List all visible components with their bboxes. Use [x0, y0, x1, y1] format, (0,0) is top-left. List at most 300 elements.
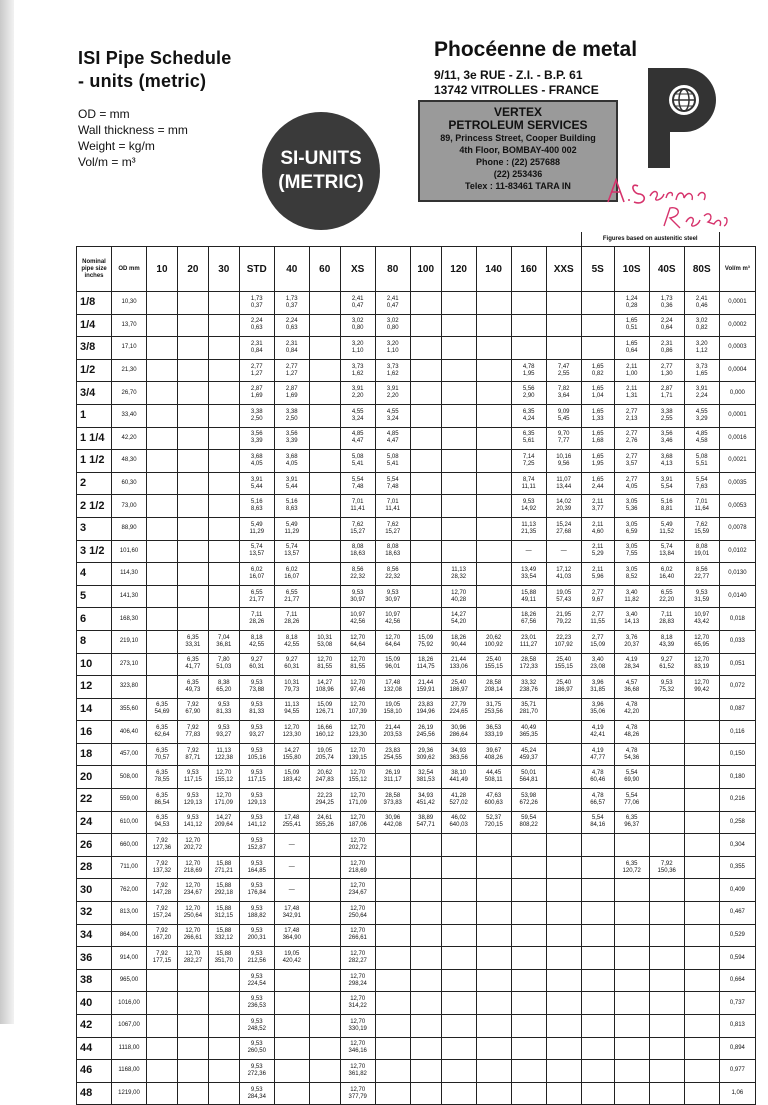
- cell-value: 0,64: [660, 325, 673, 332]
- cell-value: 137,32: [152, 867, 172, 874]
- od-cell: 406,40: [112, 721, 147, 744]
- schedule-cell: [208, 969, 239, 992]
- cell-value: 3,20: [351, 340, 364, 347]
- table-row: [77, 969, 756, 992]
- schedule-cell: [274, 947, 309, 970]
- schedule-cell: [441, 879, 476, 902]
- schedule-cell: [274, 902, 309, 925]
- cell-value: 3,56: [250, 431, 263, 438]
- cell-value: 24,61: [317, 815, 333, 822]
- cell-value: 4,24: [522, 415, 535, 422]
- cell-value: 60,31: [284, 664, 300, 671]
- schedule-cell: [147, 721, 178, 744]
- volume-cell: 0,018: [719, 608, 755, 631]
- cell-value: 132,08: [383, 686, 402, 693]
- schedule-cell: [309, 359, 340, 382]
- schedule-cell: [309, 382, 340, 405]
- cell-value: 281,70: [519, 709, 538, 716]
- schedule-cell: [239, 698, 274, 721]
- od-cell: 1067,00: [112, 1015, 147, 1038]
- cell-value: 6,35: [156, 770, 168, 777]
- schedule-cell: [684, 676, 719, 699]
- schedule-cell: [581, 404, 614, 427]
- schedule-cell: [684, 947, 719, 970]
- cell-value: 224,65: [449, 709, 468, 716]
- schedule-cell: [177, 1060, 208, 1083]
- cell-value: 94,53: [154, 822, 170, 829]
- schedule-cell: [581, 314, 614, 337]
- column-header: XXS: [546, 247, 581, 292]
- cell-value: 14,02: [556, 499, 572, 506]
- cell-value: 4,58: [695, 438, 708, 445]
- schedule-cell: [410, 879, 441, 902]
- schedule-cell: [147, 495, 178, 518]
- schedule-cell: [476, 676, 511, 699]
- cell-value: 123,30: [282, 732, 301, 739]
- cell-value: 22,23: [556, 634, 572, 641]
- cell-value: 4,78: [625, 702, 638, 709]
- table-row: [77, 766, 756, 789]
- cell-value: 158,10: [383, 709, 402, 716]
- schedule-cell: [684, 292, 719, 315]
- cell-value: 4,19: [591, 725, 604, 732]
- schedule-cell: [239, 359, 274, 382]
- schedule-cell: [581, 450, 614, 473]
- schedule-cell: [340, 540, 375, 563]
- cell-value: 171,09: [214, 799, 233, 806]
- schedule-cell: [147, 811, 178, 834]
- schedule-cell: [375, 517, 410, 540]
- schedule-cell: [177, 1082, 208, 1105]
- schedule-cell: [441, 743, 476, 766]
- cell-value: 8,18: [660, 634, 673, 641]
- schedule-cell: [340, 292, 375, 315]
- schedule-cell: [340, 337, 375, 360]
- cell-value: 6,35: [625, 860, 638, 867]
- schedule-cell: [375, 743, 410, 766]
- cell-value: 272,36: [247, 1070, 266, 1077]
- cell-value: 3,91: [351, 386, 364, 393]
- schedule-cell: [546, 653, 581, 676]
- od-cell: 26,70: [112, 382, 147, 405]
- cell-value: 271,21: [214, 867, 233, 874]
- schedule-cell: [147, 879, 178, 902]
- cell-value: 5,74: [285, 544, 298, 551]
- schedule-cell: [375, 585, 410, 608]
- cell-value: 4,19: [591, 747, 604, 754]
- cell-value: 9,53: [250, 996, 263, 1003]
- cell-value: 292,18: [214, 890, 233, 897]
- schedule-cell: [684, 450, 719, 473]
- schedule-cell: [340, 947, 375, 970]
- cell-value: 1,62: [386, 370, 399, 377]
- cell-value: 2,11: [592, 521, 604, 528]
- schedule-cell: [511, 698, 546, 721]
- schedule-cell: [441, 563, 476, 586]
- schedule-cell: [239, 517, 274, 540]
- cell-value: 2,50: [250, 415, 263, 422]
- table-row: [77, 630, 756, 653]
- cell-value: 9,53: [386, 589, 399, 596]
- cell-value: 41,28: [451, 792, 467, 799]
- cell-value: 0,36: [660, 302, 673, 309]
- nominal-size-cell: 44: [77, 1037, 112, 1060]
- cell-value: 1,24: [625, 295, 638, 302]
- cell-value: 3,39: [250, 438, 263, 445]
- cell-value: 205,74: [315, 754, 334, 761]
- cell-value: 41,03: [556, 573, 572, 580]
- schedule-cell: [649, 540, 684, 563]
- cell-value: 9,53: [250, 702, 263, 709]
- cell-value: 3,24: [351, 415, 364, 422]
- schedule-cell: [441, 902, 476, 925]
- schedule-cell: [511, 292, 546, 315]
- schedule-cell: [581, 811, 614, 834]
- od-cell: 10,30: [112, 292, 147, 315]
- schedule-cell: [684, 992, 719, 1015]
- schedule-cell: [441, 495, 476, 518]
- schedule-cell: [546, 698, 581, 721]
- cell-value: 8,18: [250, 634, 263, 641]
- schedule-cell: [581, 947, 614, 970]
- schedule-cell: [614, 540, 649, 563]
- schedule-cell: [208, 472, 239, 495]
- cell-value: 311,17: [383, 777, 402, 784]
- cell-value: 284,34: [247, 1093, 266, 1100]
- schedule-cell: [147, 789, 178, 812]
- schedule-cell: [581, 721, 614, 744]
- schedule-cell: [309, 585, 340, 608]
- cell-value: 212,56: [247, 958, 266, 965]
- od-cell: 762,00: [112, 879, 147, 902]
- cell-value: 172,33: [519, 664, 538, 671]
- cell-value: 1,10: [386, 347, 399, 354]
- cell-value: 4,13: [660, 460, 673, 467]
- cell-value: 12,70: [350, 792, 366, 799]
- cell-value: 67,90: [185, 709, 201, 716]
- schedule-cell: [239, 924, 274, 947]
- cell-value: 255,41: [282, 822, 301, 829]
- cell-value: 15,09: [284, 770, 300, 777]
- volume-cell: 0,0002: [719, 314, 755, 337]
- cell-value: 22,23: [317, 792, 333, 799]
- schedule-cell: [581, 653, 614, 676]
- schedule-cell: [147, 698, 178, 721]
- schedule-cell: [410, 382, 441, 405]
- schedule-cell: [684, 382, 719, 405]
- cell-value: 9,67: [591, 596, 604, 603]
- schedule-cell: [410, 653, 441, 676]
- cell-value: 28,26: [249, 619, 265, 626]
- schedule-cell: [476, 382, 511, 405]
- schedule-cell: [208, 517, 239, 540]
- od-cell: 711,00: [112, 856, 147, 879]
- schedule-cell: [581, 834, 614, 857]
- cell-value: 1,65: [591, 386, 604, 393]
- cell-value: 6,35: [187, 657, 199, 664]
- schedule-cell: [239, 314, 274, 337]
- table-body: [77, 292, 756, 1105]
- cell-value: 7,25: [522, 460, 535, 467]
- cell-value: 15,88: [216, 860, 232, 867]
- schedule-cell: [546, 1015, 581, 1038]
- cell-value: 3,91: [285, 476, 298, 483]
- cell-value: 31,59: [694, 596, 710, 603]
- schedule-cell: [546, 563, 581, 586]
- od-cell: 559,00: [112, 789, 147, 812]
- cell-value: 0,46: [695, 302, 708, 309]
- cell-value: 5,29: [591, 551, 604, 558]
- cell-value: 3,02: [351, 318, 364, 325]
- schedule-cell: [649, 902, 684, 925]
- cell-value: 12,70: [451, 589, 467, 596]
- schedule-cell: [177, 969, 208, 992]
- cell-value: 6,59: [625, 528, 638, 535]
- cell-value: 52,37: [486, 815, 502, 822]
- cell-value: 4,78: [625, 725, 638, 732]
- schedule-cell: [177, 563, 208, 586]
- schedule-cell: [511, 653, 546, 676]
- od-cell: 219,10: [112, 630, 147, 653]
- schedule-cell: [614, 1082, 649, 1105]
- cell-value: 129,13: [183, 799, 203, 806]
- cell-value: 6,35: [156, 815, 168, 822]
- cell-value: 282,27: [183, 958, 203, 965]
- schedule-cell: [614, 1015, 649, 1038]
- table-row: [77, 902, 756, 925]
- schedule-cell: [476, 1082, 511, 1105]
- od-cell: 1219,00: [112, 1082, 147, 1105]
- cell-value: 3,29: [695, 415, 708, 422]
- cell-value: 16,07: [249, 573, 265, 580]
- cell-value: 42,56: [350, 619, 366, 626]
- cell-value: 25,40: [451, 679, 467, 686]
- schedule-cell: [649, 472, 684, 495]
- schedule-cell: [649, 834, 684, 857]
- schedule-cell: [147, 292, 178, 315]
- schedule-cell: [546, 472, 581, 495]
- schedule-cell: [684, 1060, 719, 1083]
- cell-value: 65,95: [694, 641, 710, 648]
- cell-value: 2,11: [626, 386, 638, 393]
- schedule-cell: [511, 314, 546, 337]
- schedule-cell: [476, 969, 511, 992]
- cell-value: 81,55: [350, 664, 366, 671]
- schedule-cell: [581, 1060, 614, 1083]
- cell-value: 43,42: [694, 619, 710, 626]
- cell-value: 441,49: [449, 777, 468, 784]
- cell-value: 15,27: [385, 528, 401, 535]
- schedule-cell: [177, 337, 208, 360]
- cell-value: 11,64: [694, 506, 710, 513]
- cell-value: 6,02: [660, 566, 673, 573]
- schedule-cell: [511, 450, 546, 473]
- cell-value: 79,22: [556, 619, 572, 626]
- schedule-cell: [274, 789, 309, 812]
- od-cell: 457,00: [112, 743, 147, 766]
- schedule-cell: [239, 1082, 274, 1105]
- schedule-cell: [581, 382, 614, 405]
- cell-value: 3,91: [386, 386, 399, 393]
- cell-value: 236,53: [247, 1003, 266, 1010]
- schedule-cell: [177, 902, 208, 925]
- schedule-cell: [177, 721, 208, 744]
- schedule-cell: [511, 427, 546, 450]
- cell-value: 4,78: [591, 770, 604, 777]
- schedule-cell: [684, 811, 719, 834]
- cell-value: 48,26: [624, 732, 640, 739]
- cell-value: 16,66: [317, 725, 333, 732]
- cell-value: 4,05: [285, 460, 298, 467]
- schedule-cell: [410, 563, 441, 586]
- cell-value: 3,05: [625, 521, 638, 528]
- cell-value: 333,19: [484, 732, 503, 739]
- schedule-cell: [410, 540, 441, 563]
- schedule-cell: [239, 1015, 274, 1038]
- cell-value: 6,35: [522, 408, 535, 415]
- cell-value: 25,40: [486, 657, 502, 664]
- cell-value: 2,24: [285, 318, 298, 325]
- cell-value: 208,14: [484, 686, 503, 693]
- schedule-cell: [208, 382, 239, 405]
- cell-value: 42,55: [284, 641, 300, 648]
- schedule-cell: [441, 811, 476, 834]
- schedule-cell: [375, 856, 410, 879]
- cell-value: 6,35: [187, 634, 199, 641]
- schedule-cell: [208, 314, 239, 337]
- schedule-cell: [147, 427, 178, 450]
- cell-value: 8,08: [351, 544, 364, 551]
- cell-value: 15,59: [694, 528, 710, 535]
- schedule-cell: [208, 676, 239, 699]
- schedule-cell: [684, 721, 719, 744]
- schedule-cell: [614, 811, 649, 834]
- cell-value: 62,64: [154, 732, 170, 739]
- od-cell: 914,00: [112, 947, 147, 970]
- cell-value: 1,65: [591, 453, 604, 460]
- cell-value: 808,22: [519, 822, 538, 829]
- cell-value: 100,92: [484, 641, 503, 648]
- schedule-cell: [147, 676, 178, 699]
- schedule-cell: [441, 292, 476, 315]
- cell-value: 66,57: [590, 799, 606, 806]
- cell-value: 224,54: [247, 980, 266, 987]
- cell-value: 8,38: [217, 679, 230, 686]
- volume-cell: 0,304: [719, 834, 755, 857]
- cell-value: 65,20: [216, 686, 232, 693]
- schedule-cell: [375, 811, 410, 834]
- cell-value: 238,76: [519, 686, 538, 693]
- schedule-cell: [511, 789, 546, 812]
- cell-value: 508,11: [484, 777, 503, 784]
- schedule-cell: [511, 969, 546, 992]
- cell-value: 25,40: [556, 657, 572, 664]
- schedule-cell: [340, 495, 375, 518]
- nominal-size-cell: 1/2: [77, 359, 112, 382]
- cell-value: 0,51: [625, 325, 638, 332]
- schedule-cell: [410, 1015, 441, 1038]
- schedule-cell: [511, 902, 546, 925]
- schedule-cell: [546, 359, 581, 382]
- schedule-cell: [581, 1082, 614, 1105]
- nominal-size-cell: 14: [77, 698, 112, 721]
- cell-value: 155,12: [348, 777, 367, 784]
- table-row: [77, 856, 756, 879]
- schedule-cell: [511, 1037, 546, 1060]
- cell-value: 42,56: [385, 619, 401, 626]
- cell-value: 8,56: [695, 566, 708, 573]
- schedule-cell: [546, 766, 581, 789]
- cell-value: 141,12: [183, 822, 203, 829]
- schedule-cell: [274, 1015, 309, 1038]
- schedule-cell: [476, 1060, 511, 1083]
- schedule-cell: [476, 450, 511, 473]
- od-cell: 60,30: [112, 472, 147, 495]
- schedule-cell: [649, 947, 684, 970]
- nominal-size-cell: 34: [77, 924, 112, 947]
- cell-value: 5,96: [591, 573, 604, 580]
- schedule-cell: [375, 495, 410, 518]
- cell-value: 12,70: [350, 815, 366, 822]
- schedule-cell: [208, 1060, 239, 1083]
- schedule-cell: [177, 789, 208, 812]
- volume-cell: 1,06: [719, 1082, 755, 1105]
- schedule-cell: [239, 1037, 274, 1060]
- cell-value: 150,36: [657, 867, 676, 874]
- cell-value: 38,10: [451, 770, 467, 777]
- volume-cell: 0,813: [719, 1015, 755, 1038]
- column-header: 140: [476, 247, 511, 292]
- cell-value: 8,08: [386, 544, 399, 551]
- cell-value: 364,90: [282, 935, 301, 942]
- cell-value: 83,19: [694, 664, 710, 671]
- cell-value: 351,70: [214, 958, 233, 965]
- cell-value: 2,41: [695, 295, 708, 302]
- cell-value: 5,54: [625, 792, 638, 799]
- nominal-size-cell: 38: [77, 969, 112, 992]
- schedule-cell: [614, 1060, 649, 1083]
- cell-value: 12,70: [185, 838, 201, 845]
- cell-value: 1,73: [660, 295, 673, 302]
- schedule-cell: [410, 292, 441, 315]
- schedule-cell: [177, 517, 208, 540]
- schedule-cell: [441, 630, 476, 653]
- cell-value: 11,13: [216, 747, 232, 754]
- schedule-cell: [546, 811, 581, 834]
- volume-cell: 0,258: [719, 811, 755, 834]
- cell-value: 14,92: [521, 506, 537, 513]
- cell-value: 5,54: [591, 815, 604, 822]
- cell-value: 13,57: [284, 551, 300, 558]
- table-row: [77, 1037, 756, 1060]
- company-header: [434, 38, 637, 98]
- table-row: [77, 698, 756, 721]
- schedule-cell: [274, 992, 309, 1015]
- volume-cell: 0,116: [719, 721, 755, 744]
- cell-value: 9,53: [250, 1041, 263, 1048]
- cell-value: 8,56: [386, 566, 399, 573]
- schedule-cell: [546, 1037, 581, 1060]
- schedule-cell: [614, 1037, 649, 1060]
- od-cell: 610,00: [112, 811, 147, 834]
- cell-value: 22,32: [350, 573, 366, 580]
- cell-value: 4,05: [625, 483, 638, 490]
- schedule-cell: [375, 337, 410, 360]
- schedule-cell: [375, 1015, 410, 1038]
- cell-value: 60,46: [590, 777, 606, 784]
- cell-value: 99,42: [694, 686, 710, 693]
- column-header: Nominal pipe size inches: [77, 247, 112, 292]
